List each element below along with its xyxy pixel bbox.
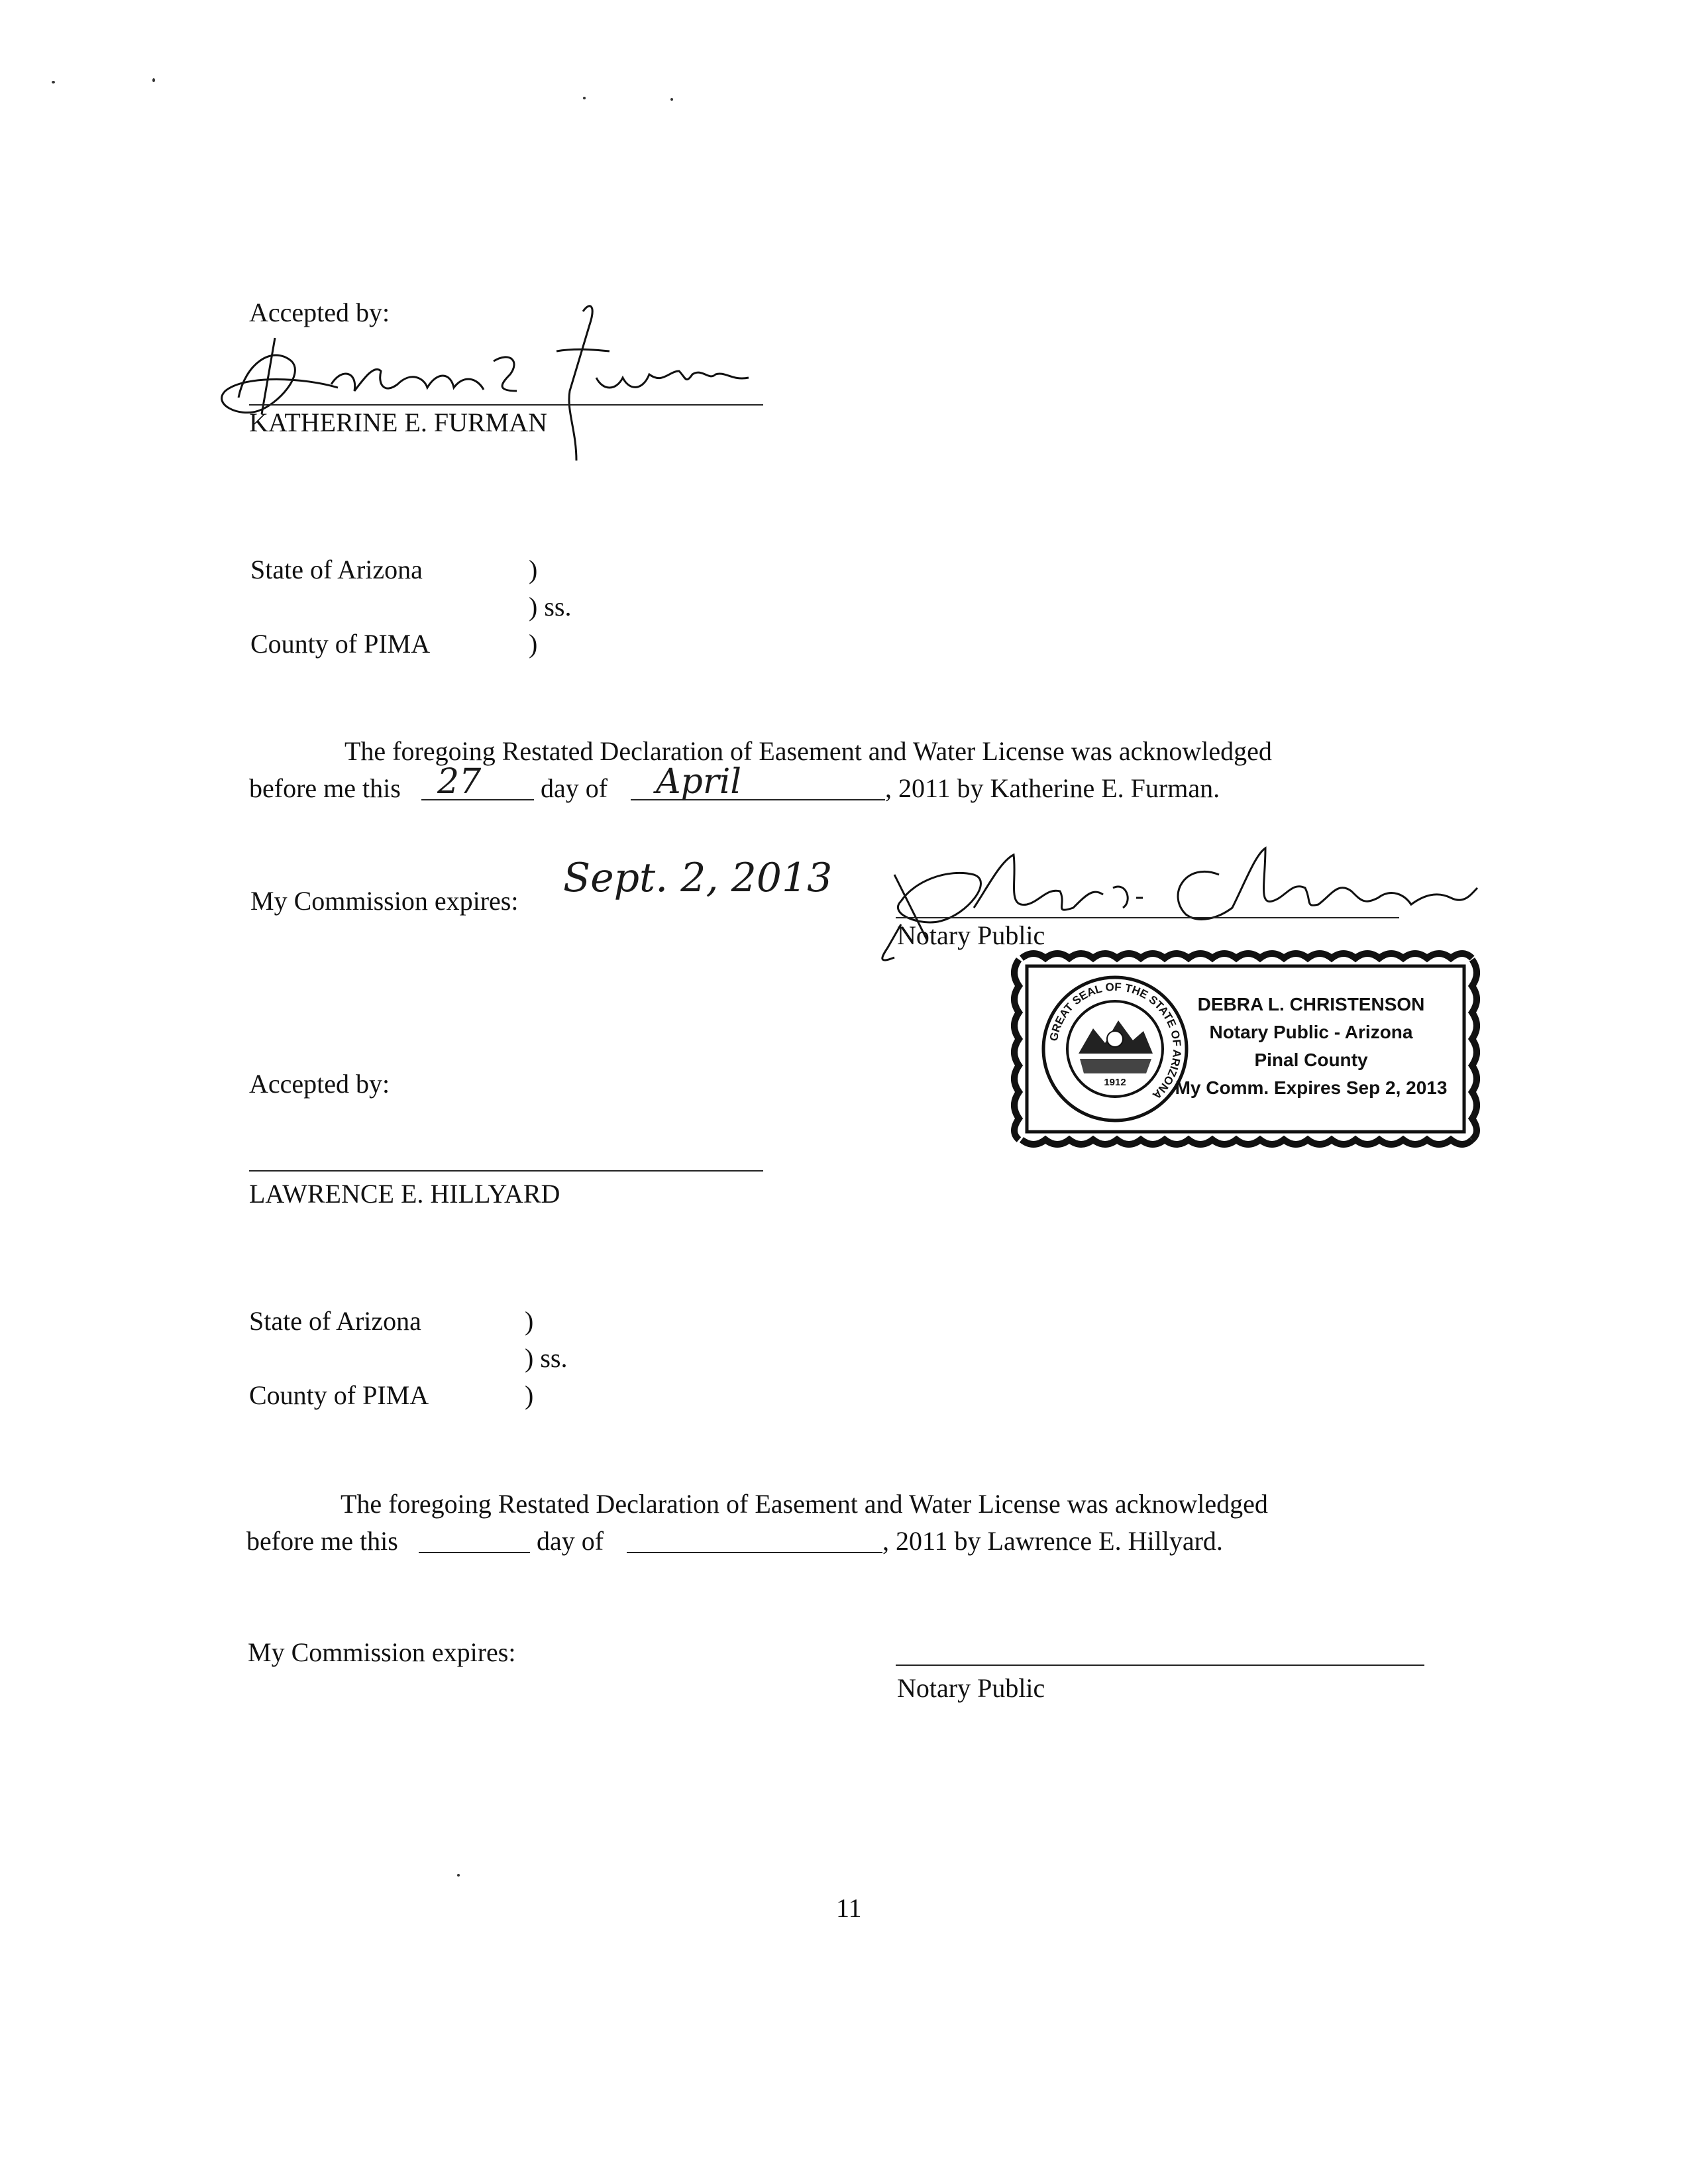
scan-speck bbox=[457, 1874, 460, 1877]
scan-speck bbox=[583, 97, 586, 99]
ack-before-me: before me this bbox=[246, 1526, 398, 1556]
scan-speck bbox=[152, 78, 155, 82]
venue-paren: ) bbox=[525, 1380, 534, 1410]
venue-ss: ) ss. bbox=[525, 1343, 568, 1373]
stamp-county: Pinal County bbox=[1254, 1050, 1368, 1070]
acknowledgment-text: The foregoing Restated Declaration of Easement and Water License was acknowledged bbox=[341, 1489, 1268, 1519]
notary-public-label: Notary Public bbox=[897, 920, 1045, 950]
stamp-title: Notary Public - Arizona bbox=[1209, 1022, 1413, 1042]
venue-paren: ) bbox=[525, 1306, 534, 1336]
stamp-notary-name: DEBRA L. CHRISTENSON bbox=[1197, 994, 1425, 1014]
ack-day-of: day of bbox=[537, 1526, 604, 1556]
state-label: State of Arizona bbox=[249, 1306, 421, 1336]
signatory-name: LAWRENCE E. HILLYARD bbox=[249, 1179, 560, 1209]
day-blank-line bbox=[419, 1552, 530, 1553]
venue-ss: ) ss. bbox=[529, 592, 572, 622]
seal-ring-text: GREAT SEAL OF THE STATE OF ARIZONA bbox=[1047, 980, 1184, 1102]
seal-year: 1912 bbox=[1104, 1077, 1126, 1088]
notary-public-label: Notary Public bbox=[897, 1673, 1045, 1703]
county-label: County of PIMA bbox=[249, 1380, 429, 1410]
accepted-by-label: Accepted by: bbox=[249, 298, 390, 327]
ack-before-me: before me this bbox=[249, 773, 401, 803]
ack-tail: , 2011 by Katherine E. Furman. bbox=[885, 773, 1220, 803]
venue-paren: ) bbox=[529, 555, 538, 584]
katherine-signature bbox=[199, 298, 768, 470]
handwritten-day: 27 bbox=[437, 762, 482, 802]
acknowledgment-text: The foregoing Restated Declaration of Easement and Water License was acknowledged bbox=[344, 736, 1272, 766]
handwritten-month: April bbox=[656, 762, 741, 802]
state-label: State of Arizona bbox=[250, 555, 423, 584]
county-label: County of PIMA bbox=[250, 629, 431, 659]
signature-line bbox=[249, 1170, 763, 1172]
scan-speck bbox=[52, 81, 55, 83]
notary-signature-line bbox=[896, 917, 1399, 918]
stamp-expiration: My Comm. Expires Sep 2, 2013 bbox=[1175, 1077, 1448, 1098]
ack-day-of: day of bbox=[541, 773, 608, 803]
venue-paren: ) bbox=[529, 629, 538, 659]
page-number: 11 bbox=[836, 1893, 862, 1923]
scan-speck bbox=[670, 98, 673, 101]
handwritten-commission-date: Sept. 2, 2013 bbox=[563, 855, 833, 901]
signature-line bbox=[249, 404, 763, 406]
commission-label: My Commission expires: bbox=[250, 886, 519, 916]
notary-signature-line bbox=[896, 1665, 1424, 1666]
commission-label: My Commission expires: bbox=[248, 1637, 516, 1667]
signatory-name: KATHERINE E. FURMAN bbox=[249, 408, 547, 437]
ack-tail: , 2011 by Lawrence E. Hillyard. bbox=[882, 1526, 1223, 1556]
accepted-by-label: Accepted by: bbox=[249, 1069, 390, 1099]
month-blank-line bbox=[627, 1552, 882, 1553]
